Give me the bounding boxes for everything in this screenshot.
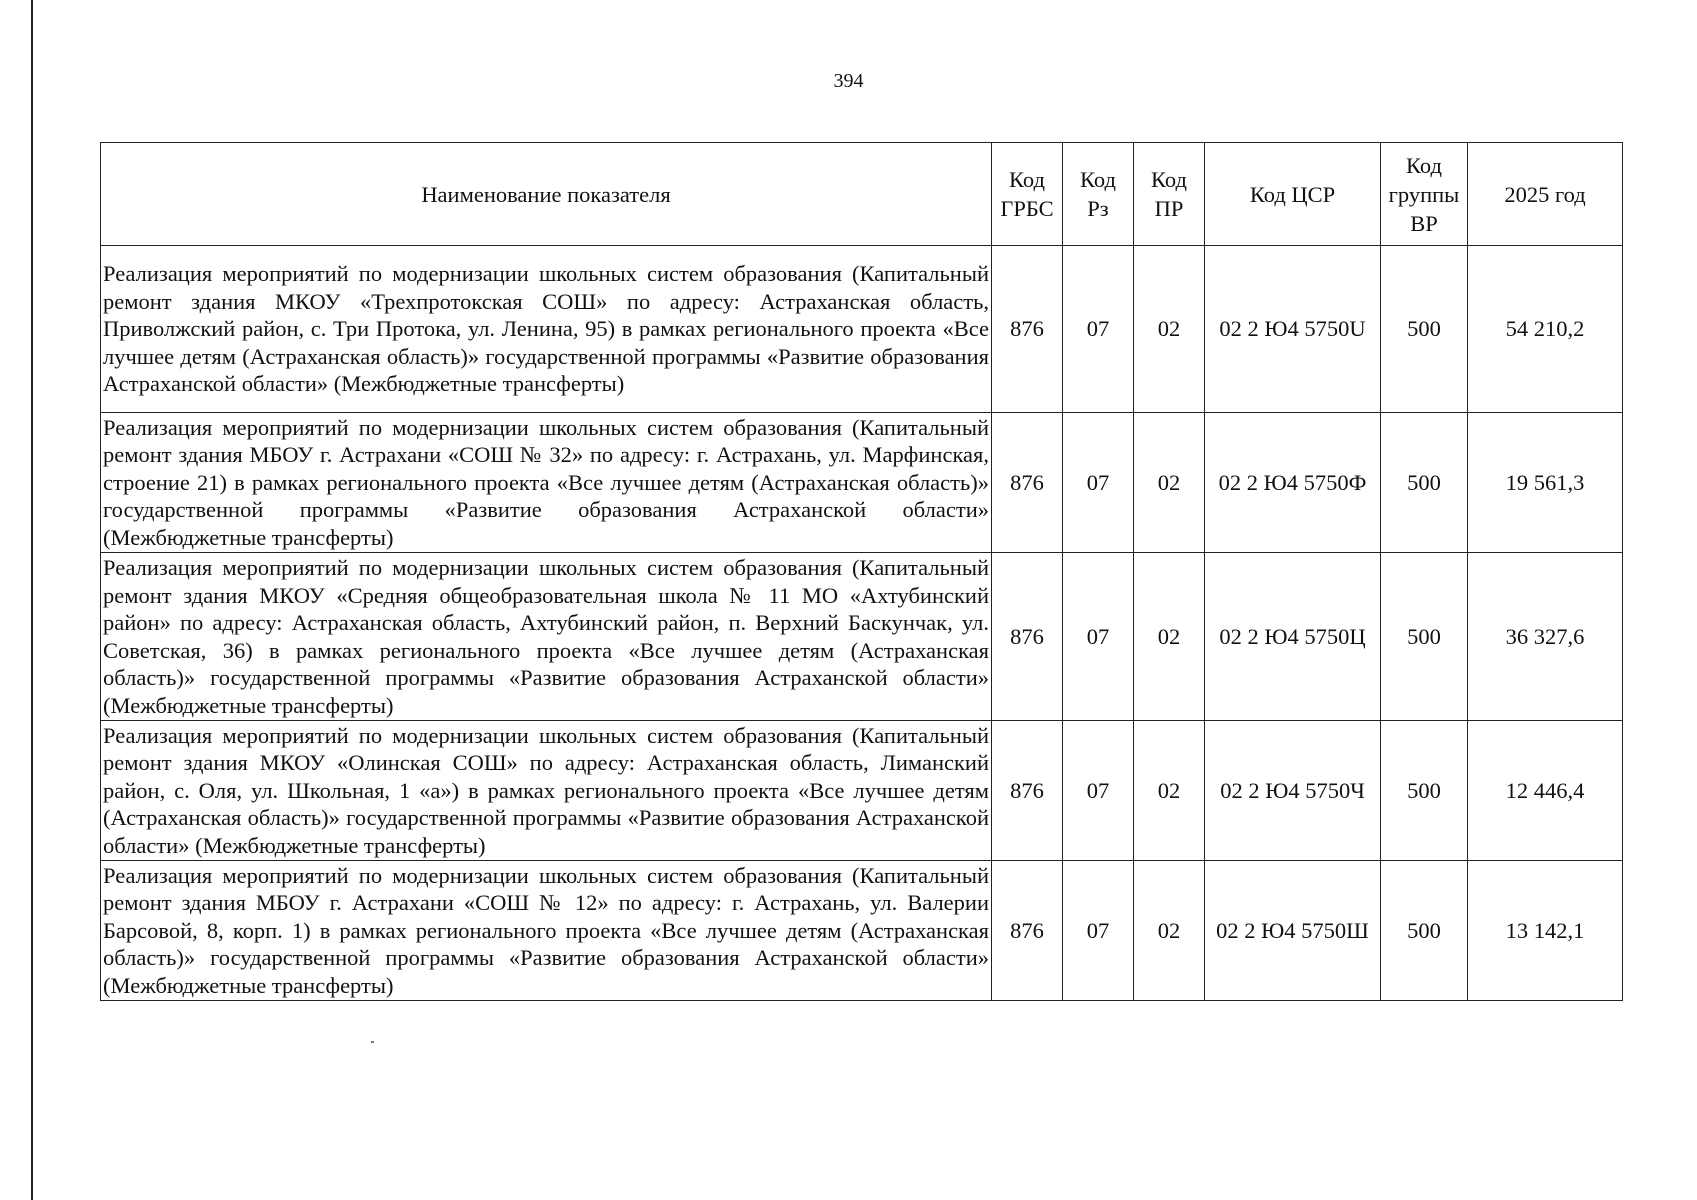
table-row	[101, 861, 1623, 1001]
page-number: 394	[833, 70, 864, 92]
header-grbs-line: Код	[1009, 167, 1045, 192]
header-pr	[1134, 143, 1205, 246]
header-rz	[1063, 143, 1134, 246]
header-csr: Код ЦСР	[1205, 143, 1381, 246]
row-rz: 07	[1063, 861, 1134, 1001]
row-pr: 02	[1134, 246, 1205, 413]
header-grbs	[992, 143, 1063, 246]
header-rz-line: Рз	[1087, 196, 1109, 221]
row-rz: 07	[1063, 721, 1134, 861]
row-amount: 12 446,4	[1468, 721, 1623, 861]
row-vr: 500	[1381, 553, 1468, 721]
row-pr: 02	[1134, 413, 1205, 553]
table-row	[101, 246, 1623, 413]
row-amount: 54 210,2	[1468, 246, 1623, 413]
row-csr: 02 2 Ю4 5750Ш	[1205, 861, 1381, 1001]
row-vr: 500	[1381, 861, 1468, 1001]
header-vr-line: группы	[1388, 181, 1460, 207]
row-csr: 02 2 Ю4 5750Ч	[1205, 721, 1381, 861]
scan-speck	[371, 1041, 374, 1043]
row-pr: 02	[1134, 553, 1205, 721]
row-csr: 02 2 Ю4 5750Ц	[1205, 553, 1381, 721]
header-vr-line: ВР	[1410, 210, 1438, 236]
row-pr: 02	[1134, 861, 1205, 1001]
table-row	[101, 553, 1623, 721]
table-row	[101, 721, 1623, 861]
row-csr: 02 2 Ю4 5750Ф	[1205, 413, 1381, 553]
row-pr: 02	[1134, 721, 1205, 861]
row-rz: 07	[1063, 413, 1134, 553]
row-amount: 13 142,1	[1468, 861, 1623, 1001]
header-year: 2025 год	[1468, 143, 1623, 246]
row-rz: 07	[1063, 553, 1134, 721]
header-pr-line: ПР	[1154, 196, 1184, 221]
row-grbs: 876	[992, 721, 1063, 861]
header-grbs-line: ГРБС	[1000, 196, 1054, 221]
row-amount: 19 561,3	[1468, 413, 1623, 553]
row-name: Реализация мероприятий по модернизации школьных систем образования (Капитальный ремонт здания МКОУ «Трехпротокская СОШ» по адресу: Астраханская область, Приволжский район, с. Три Протока, ул. Ленина, 95) в рамках регионального проекта «Все лучшее детям (Астраханская область)» государственной программы «Развитие образования Астраханской области» (Межбюджетные трансферты)	[101, 246, 992, 413]
header-vr-line: Код	[1406, 152, 1442, 178]
row-grbs: 876	[992, 861, 1063, 1001]
header-vr	[1381, 143, 1468, 246]
page-margin-line	[31, 0, 33, 1200]
row-vr: 500	[1381, 721, 1468, 861]
row-grbs: 876	[992, 246, 1063, 413]
budget-table	[100, 142, 1623, 1001]
row-grbs: 876	[992, 413, 1063, 553]
table-header-row	[101, 143, 1623, 246]
row-name: Реализация мероприятий по модернизации школьных систем образования (Капитальный ремонт здания МКОУ «Средняя общеобразовательная школа № 11 МО «Ахтубинский район» по адресу: Астраханская область, Ахтубинский район, п. Верхний Баскунчак, ул. Советская, 36) в рамках регионального проекта «Все лучшее детям (Астраханская область)» государственной программы «Развитие образования Астраханской области» (Межбюджетные трансферты)	[101, 553, 992, 721]
header-name: Наименование показателя	[101, 143, 992, 246]
row-vr: 500	[1381, 413, 1468, 553]
row-grbs: 876	[992, 553, 1063, 721]
row-csr: 02 2 Ю4 5750U	[1205, 246, 1381, 413]
row-name: Реализация мероприятий по модернизации школьных систем образования (Капитальный ремонт здания МБОУ г. Астрахани «СОШ № 32» по адресу: г. Астрахань, ул. Марфинская, строение 21) в рамках регионального проекта «Все лучшее детям (Астраханская область)» государственной программы «Развитие образования Астраханской области» (Межбюджетные трансферты)	[101, 413, 992, 553]
row-name: Реализация мероприятий по модернизации школьных систем образования (Капитальный ремонт здания МКОУ «Олинская СОШ» по адресу: Астраханская область, Лиманский район, с. Оля, ул. Школьная, 1 «а») в рамках регионального проекта «Все лучшее детям (Астраханская область)» государственной программы «Развитие образования Астраханской области» (Межбюджетные трансферты)	[101, 721, 992, 861]
header-pr-line: Код	[1151, 167, 1187, 192]
row-rz: 07	[1063, 246, 1134, 413]
header-rz-line: Код	[1080, 167, 1116, 192]
row-amount: 36 327,6	[1468, 553, 1623, 721]
table-row	[101, 413, 1623, 553]
row-vr: 500	[1381, 246, 1468, 413]
row-name: Реализация мероприятий по модернизации школьных систем образования (Капитальный ремонт здания МБОУ г. Астрахани «СОШ № 12» по адресу: г. Астрахань, ул. Валерии Барсовой, 8, корп. 1) в рамках регионального проекта «Все лучшее детям (Астраханская область)» государственной программы «Развитие образования Астраханской области» (Межбюджетные трансферты)	[101, 861, 992, 1001]
